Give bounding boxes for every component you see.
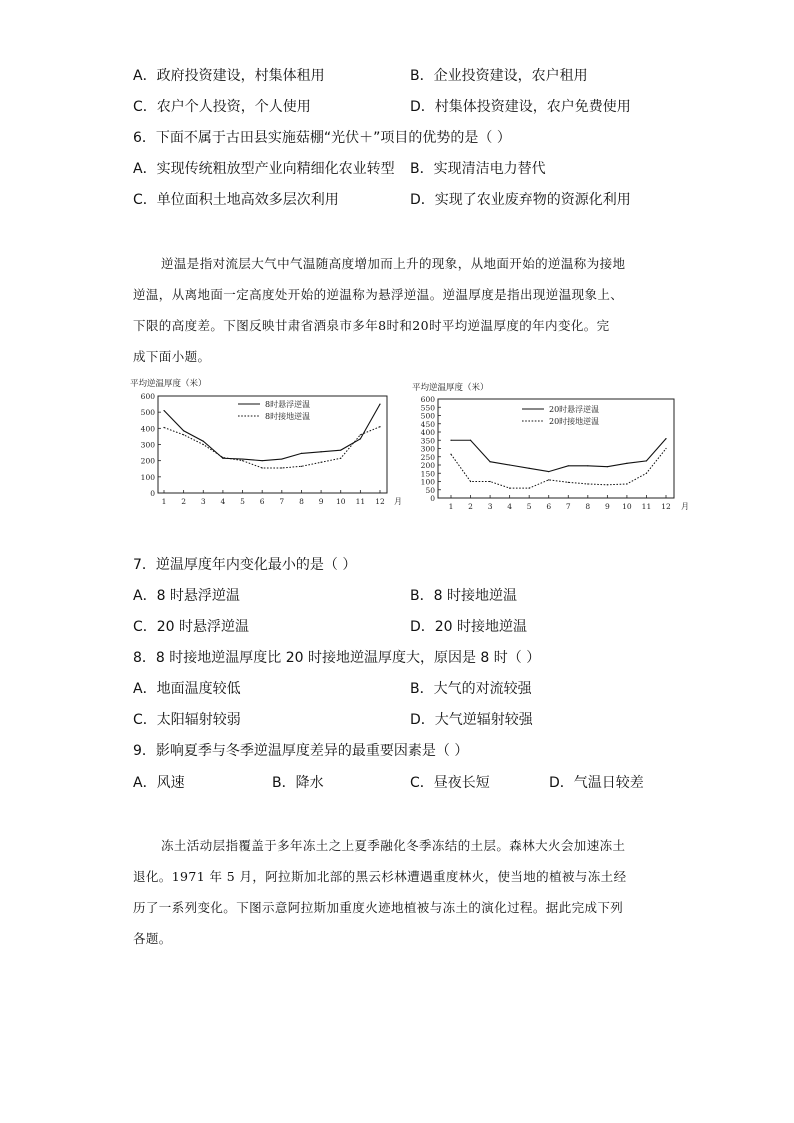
passage-permafrost-line: 各题。 <box>133 931 172 946</box>
data-point <box>470 440 471 441</box>
y-axis-label: 平均逆温厚度（米） <box>130 379 207 389</box>
data-point <box>262 467 263 468</box>
y-tick-label: 100 <box>420 477 435 487</box>
x-tick-label: 1 <box>448 502 454 511</box>
q6-stem: 6．下面不属于古田县实施菇棚“光伏＋”项目的优势的是（ ） <box>133 130 511 146</box>
q7-stem: 7．逆温厚度年内变化最小的是（ ） <box>133 557 357 573</box>
x-axis-unit: 月 <box>394 497 402 506</box>
data-point <box>262 460 263 461</box>
data-point <box>568 482 569 483</box>
x-tick-label: 9 <box>318 497 324 506</box>
series-line-2 <box>164 427 380 468</box>
data-point <box>320 451 321 452</box>
q5-option-a: A．政府投资建设，村集体租用 <box>133 68 325 84</box>
data-point <box>548 471 549 472</box>
x-tick-label: 12 <box>375 497 385 506</box>
x-tick-label: 3 <box>487 502 493 511</box>
q9-option-c: C．昼夜长短 <box>410 775 490 791</box>
data-point <box>509 464 510 465</box>
data-point <box>646 473 647 474</box>
y-tick-label: 300 <box>420 444 435 454</box>
data-point <box>242 460 243 461</box>
x-tick-label: 3 <box>200 497 206 506</box>
y-tick-label: 200 <box>420 461 435 470</box>
y-tick-label: 400 <box>420 428 435 437</box>
q9-option-d: D．气温日较差 <box>549 775 644 791</box>
passage-permafrost-line: 历了一系列变化。下图示意阿拉斯加重度火迹地植被与冻土的演化过程。据此完成下列 <box>133 900 624 915</box>
y-axis-label: 平均逆温厚度（米） <box>412 383 489 393</box>
data-point <box>489 481 490 482</box>
y-tick-label: 0 <box>150 489 155 498</box>
data-point <box>163 427 164 428</box>
x-tick-label: 5 <box>240 497 245 506</box>
data-point <box>340 458 341 459</box>
q9-option-a: A．风速 <box>133 775 185 791</box>
q6-option-d: D．实现了农业废弃物的资源化利用 <box>410 192 631 208</box>
x-tick-label: 9 <box>604 502 610 511</box>
q8-option-d: D．大气逆辐射较强 <box>410 712 533 728</box>
data-point <box>665 438 666 439</box>
y-tick-label: 100 <box>140 472 155 482</box>
data-point <box>242 458 243 459</box>
passage-inversion <box>133 248 673 372</box>
q5-option-c: C．农户个人投资，个人使用 <box>133 99 311 115</box>
passage-permafrost-line: 退化。1971 年 5 月，阿拉斯加北部的黑云杉林遭遇重度林火，使当地的植被与冻土经 <box>133 869 627 884</box>
legend-label: 8时接地逆温 <box>265 412 311 421</box>
data-point <box>607 484 608 485</box>
x-tick-label: 2 <box>468 502 473 511</box>
passage-inversion-line: 下限的高度差。下图反映甘肃省酒泉市多年8时和20时平均逆温厚度的年内变化。完 <box>133 318 610 333</box>
data-point <box>470 481 471 482</box>
data-point <box>587 465 588 466</box>
data-point <box>509 488 510 489</box>
q6-option-c: C．单位面积土地高效多层次利用 <box>133 192 339 208</box>
y-tick-label: 150 <box>420 469 435 479</box>
chart-20h-inversion <box>412 380 694 518</box>
x-axis-unit: 月 <box>681 502 689 511</box>
data-point <box>281 467 282 468</box>
passage-permafrost <box>133 830 673 954</box>
q7-option-b: B．8 时接地逆温 <box>410 588 517 604</box>
data-point <box>301 466 302 467</box>
legend-label: 20时接地逆温 <box>549 417 600 426</box>
q8-stem: 8．8 时接地逆温厚度比 20 时接地逆温厚度大，原因是 8 时（ ） <box>133 650 541 666</box>
data-point <box>587 483 588 484</box>
y-tick-label: 600 <box>140 392 155 401</box>
data-point <box>665 448 666 449</box>
data-point <box>360 434 361 435</box>
q7-option-d: D．20 时接地逆温 <box>410 619 528 635</box>
data-point <box>548 479 549 480</box>
x-tick-label: 4 <box>220 497 226 506</box>
data-point <box>489 461 490 462</box>
chart-8h-svg <box>130 376 410 510</box>
x-tick-label: 2 <box>181 497 187 506</box>
x-tick-label: 12 <box>661 502 671 511</box>
data-point <box>203 441 204 442</box>
y-tick-label: 350 <box>420 436 435 446</box>
q5-option-d: D．村集体投资建设，农户免费使用 <box>410 99 631 115</box>
data-point <box>183 434 184 435</box>
data-point <box>301 453 302 454</box>
q8-option-a: A．地面温度较低 <box>133 681 241 697</box>
x-tick-label: 11 <box>641 502 652 511</box>
q7-option-a: A．8 时悬浮逆温 <box>133 588 240 604</box>
q9-stem: 9．影响夏季与冬季逆温厚度差异的最重要因素是（ ） <box>133 743 469 759</box>
x-tick-label: 6 <box>546 502 552 511</box>
passage-inversion-line: 逆温是指对流层大气中气温随高度增加而上升的现象，从地面开始的逆温称为接地 <box>161 256 626 271</box>
legend-label: 20时悬浮逆温 <box>549 405 600 414</box>
data-point <box>340 450 341 451</box>
x-tick-label: 10 <box>622 502 632 511</box>
passage-inversion-line: 成下面小题。 <box>133 349 211 364</box>
data-point <box>203 444 204 445</box>
y-tick-label: 50 <box>425 485 435 495</box>
x-tick-label: 7 <box>279 497 285 506</box>
data-point <box>607 466 608 467</box>
q5-option-b: B．企业投资建设，农户租用 <box>410 68 588 84</box>
data-point <box>222 457 223 458</box>
y-tick-label: 200 <box>140 456 155 466</box>
x-tick-label: 11 <box>355 497 366 506</box>
y-tick-label: 500 <box>420 411 435 421</box>
x-tick-label: 7 <box>565 502 571 511</box>
data-point <box>320 462 321 463</box>
q6-option-b: B．实现清洁电力替代 <box>410 161 546 177</box>
x-tick-label: 10 <box>335 497 346 506</box>
data-point <box>568 465 569 466</box>
data-point <box>626 483 627 484</box>
data-point <box>450 440 451 441</box>
x-tick-label: 4 <box>507 502 513 511</box>
y-tick-label: 300 <box>140 440 155 450</box>
q8-option-c: C．太阳辐射较弱 <box>133 712 241 728</box>
data-point <box>450 454 451 455</box>
x-tick-label: 8 <box>585 502 591 511</box>
passage-inversion-line: 逆温，从离地面一定高度处开始的逆温称为悬浮逆温。逆温厚度是指出现逆温现象上、 <box>133 287 624 302</box>
x-tick-label: 6 <box>259 497 265 506</box>
data-point <box>379 426 380 427</box>
data-point <box>626 463 627 464</box>
x-tick-label: 1 <box>161 497 167 506</box>
data-point <box>360 438 361 439</box>
y-tick-label: 500 <box>140 408 155 418</box>
q7-option-c: C．20 时悬浮逆温 <box>133 619 250 635</box>
passage-permafrost-line: 冻土活动层指覆盖于多年冻土之上夏季融化冬季冻结的土层。森林大火会加速冻土 <box>161 838 626 853</box>
y-tick-label: 400 <box>140 424 155 434</box>
q9-option-b: B．降水 <box>272 775 324 791</box>
data-point <box>529 468 530 469</box>
data-point <box>281 458 282 459</box>
legend-label: 8时悬浮逆温 <box>265 400 311 409</box>
y-tick-label: 250 <box>420 452 435 462</box>
data-point <box>163 410 164 411</box>
y-tick-label: 450 <box>420 419 435 429</box>
series-line-1 <box>451 439 666 472</box>
chart-20h-svg <box>412 380 694 514</box>
x-tick-label: 5 <box>526 502 532 511</box>
data-point <box>646 460 647 461</box>
data-point <box>379 403 380 404</box>
q6-option-a: A．实现传统粗放型产业向精细化农业转型 <box>133 161 395 177</box>
y-tick-label: 550 <box>420 403 435 413</box>
data-point <box>529 488 530 489</box>
q8-option-b: B．大气的对流较强 <box>410 681 532 697</box>
y-tick-label: 0 <box>430 494 435 503</box>
chart-8h-inversion <box>130 376 410 514</box>
x-tick-label: 8 <box>299 497 304 506</box>
y-tick-label: 600 <box>420 395 435 404</box>
data-point <box>183 430 184 431</box>
